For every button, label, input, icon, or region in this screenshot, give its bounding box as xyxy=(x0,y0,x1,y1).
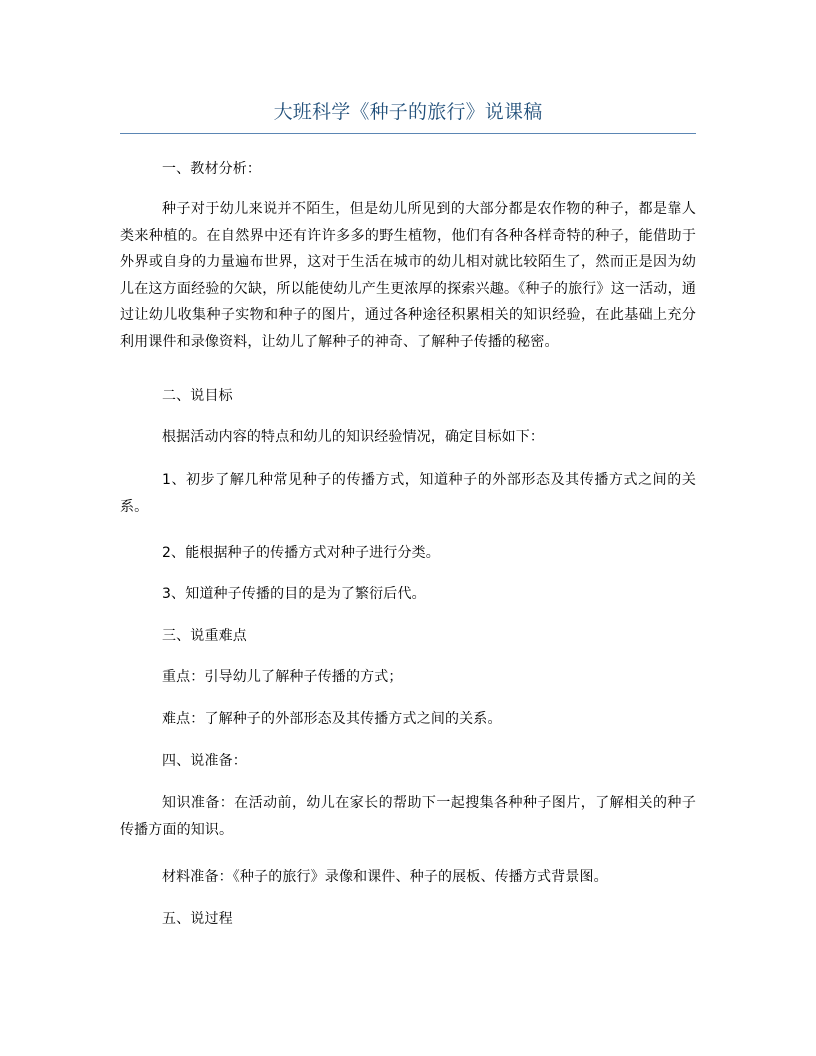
section-heading-goals: 二、说目标 xyxy=(162,388,233,404)
section-heading-process: 五、说过程 xyxy=(162,911,233,927)
goal-item-1: 1、初步了解几种常见种子的传播方式，知道种子的外部形态及其传播方式之间的关系。 xyxy=(120,472,696,515)
document-title: 大班科学《种子的旅行》说课稿 xyxy=(273,101,543,123)
difficult-point-paragraph: 难点：了解种子的外部形态及其传播方式之间的关系。 xyxy=(162,711,502,727)
analysis-paragraph: 种子对于幼儿来说并不陌生，但是幼儿所见到的大部分都是农作物的种子，都是靠人类来种植的。在自然界中还有许许多多的野生植物，他们有各种各样奇特的种子，能借助于外界或自身的力量遍布世界，这对于生活在城市的幼儿相对就比较陌生了，然而正是因为幼儿在这方面经验的欠缺，所以能使幼儿产生更浓厚的探索兴趣。《种子的旅行》这一活动，通过让幼儿收集种子实物和种子的图片，通过各种途径积累相关的知识经验，在此基础上充分利用课件和录像资料，让幼儿了解种子的神奇、了解种子传播的秘密。 xyxy=(120,201,696,350)
section-heading-focus: 三、说重难点 xyxy=(162,628,247,644)
material-preparation-paragraph: 材料准备：《种子的旅行》录像和课件、种子的展板、传播方式背景图。 xyxy=(162,869,608,885)
title-divider xyxy=(120,133,696,134)
section-heading-preparation: 四、说准备： xyxy=(162,753,247,769)
goals-intro-paragraph: 根据活动内容的特点和幼儿的知识经验情况，确定目标如下： xyxy=(162,429,545,445)
section-heading-analysis: 一、教材分析： xyxy=(162,161,262,177)
goal-item-3: 3、知道种子传播的目的是为了繁衍后代。 xyxy=(162,586,426,602)
knowledge-preparation-paragraph: 知识准备：在活动前，幼儿在家长的帮助下一起搜集各种种子图片，了解相关的种子传播方面的知识。 xyxy=(120,795,696,838)
goal-item-2: 2、能根据种子的传播方式对种子进行分类。 xyxy=(162,545,440,561)
key-point-paragraph: 重点：引导幼儿了解种子传播的方式； xyxy=(162,669,403,685)
